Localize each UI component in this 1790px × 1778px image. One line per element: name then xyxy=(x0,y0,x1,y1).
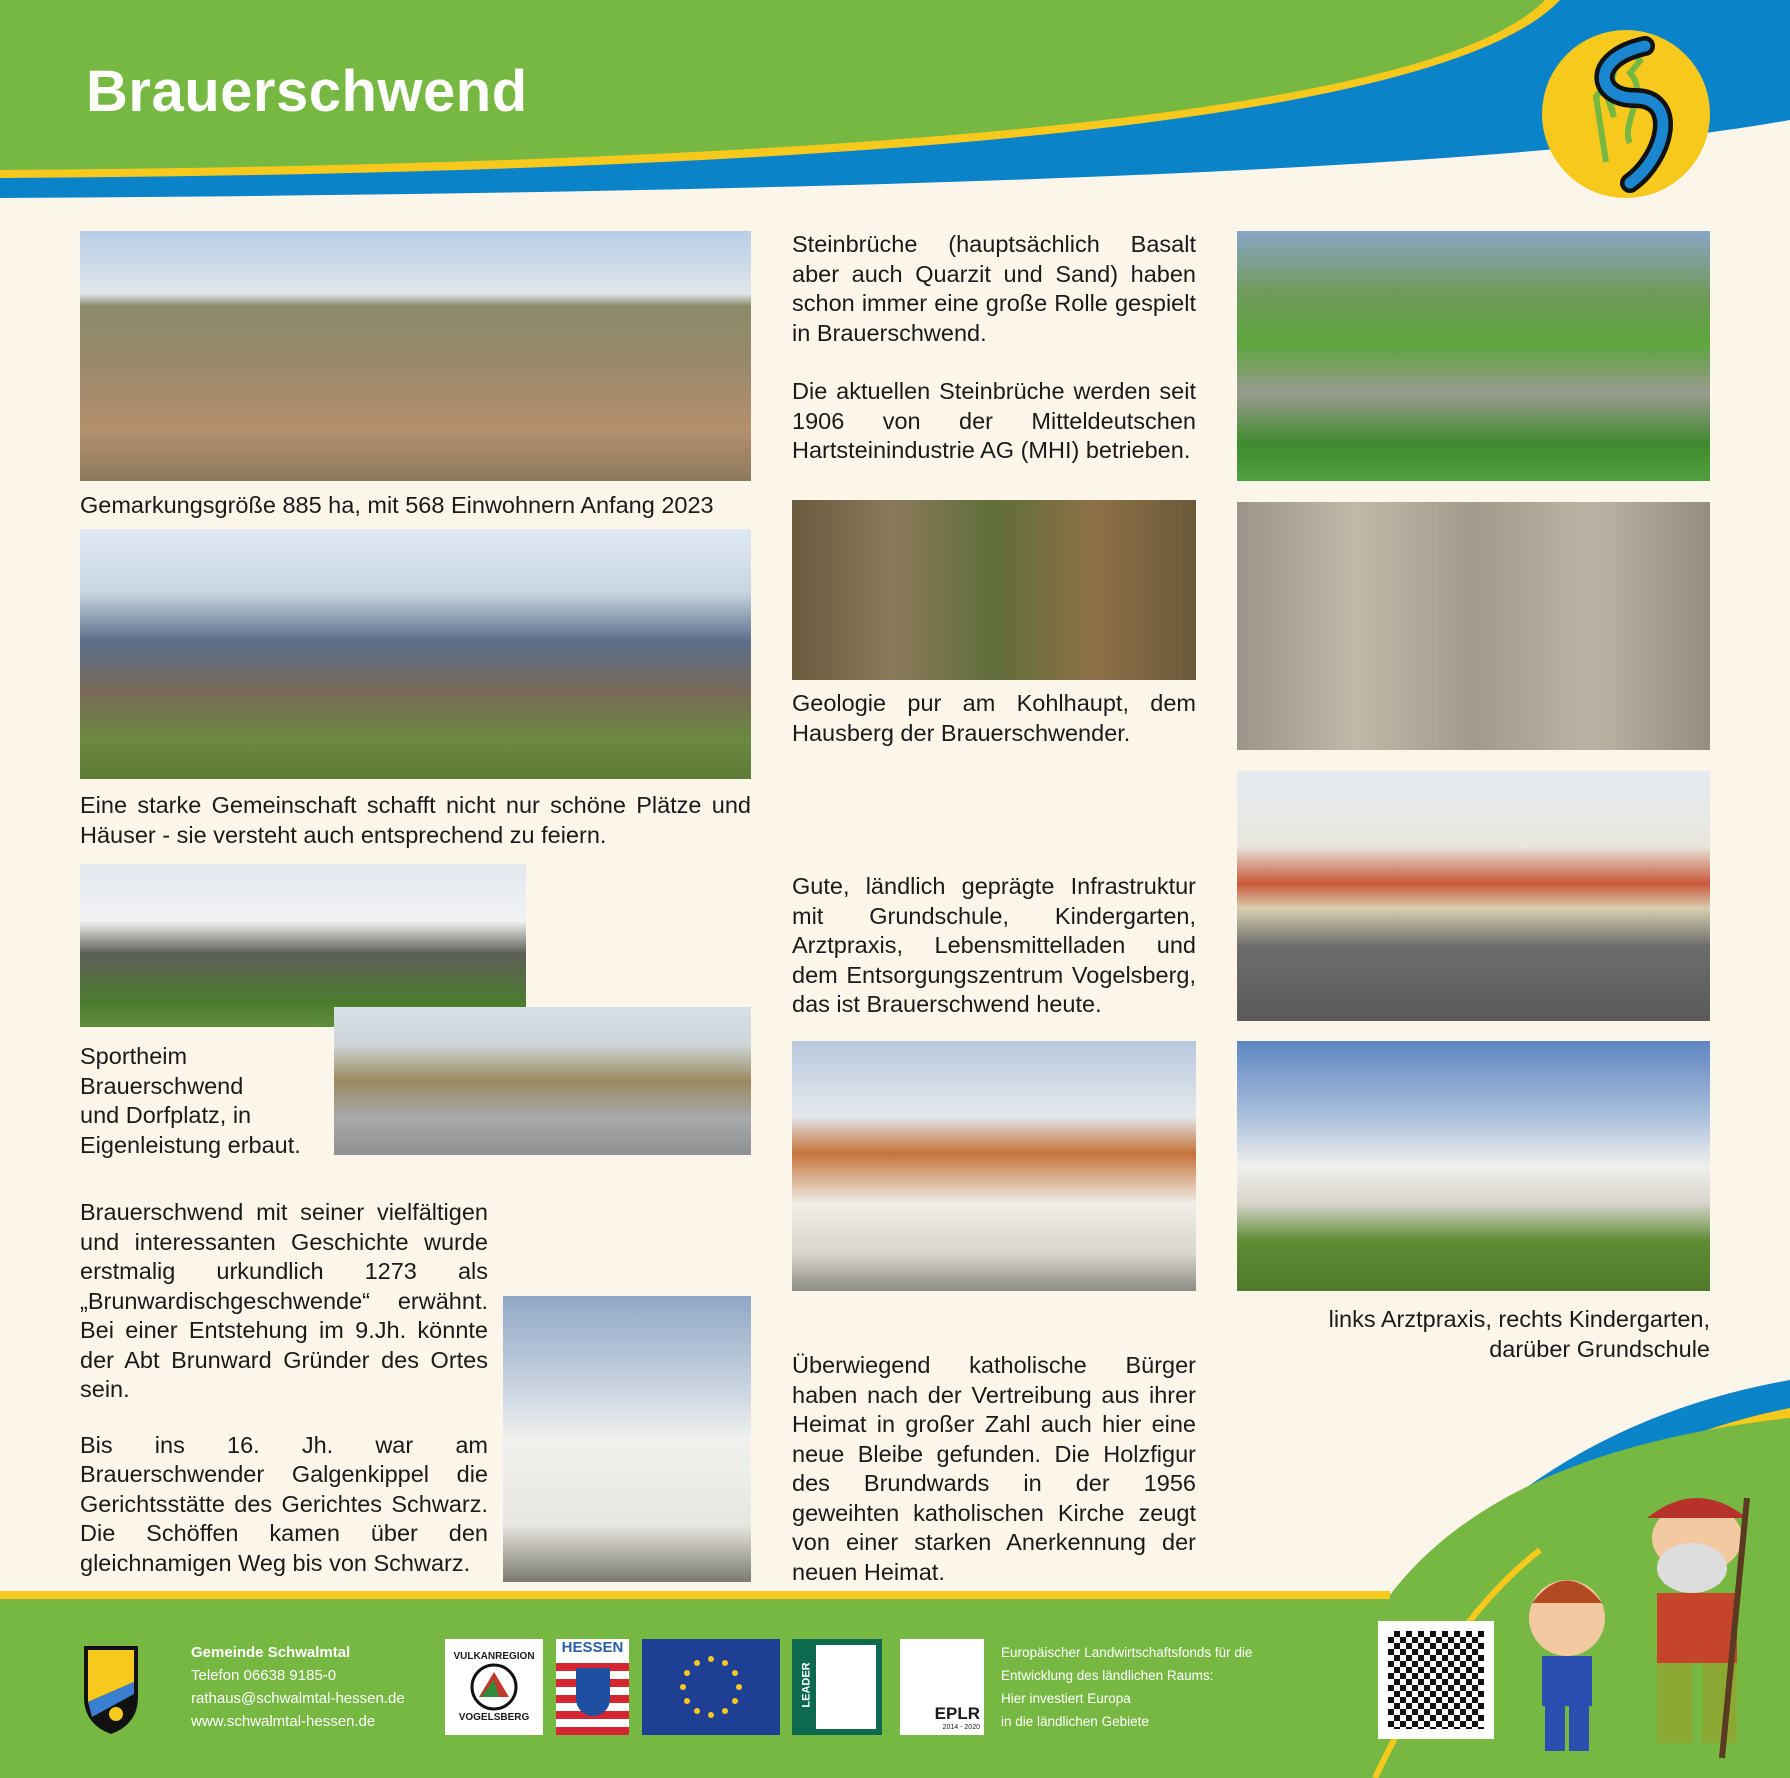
quarry-paragraph-2: Die aktuellen Steinbrüche werden seit 1906 von der Mitteldeutschen Hartsteinindustrie AG (MHI) betrieben. xyxy=(792,378,1196,463)
quarry-paragraph-1: Steinbrüche (hauptsächlich Basalt aber auch Quarzit und Sand) haben schon immer eine große Rolle gespielt in Brauerschwend. xyxy=(792,231,1196,346)
school-photo xyxy=(1237,771,1710,1021)
cartoon-characters-illustration xyxy=(1507,1478,1767,1768)
page-title: Brauerschwend xyxy=(86,59,528,124)
eu-stars-icon xyxy=(671,1647,751,1727)
logo-text: VULKANREGION xyxy=(453,1651,535,1662)
photo2-caption: Eine starke Gemeinschaft schafft nicht nur schöne Plätze und Häuser - sie versteht auch entsprechend zu feiern. xyxy=(80,792,751,848)
church-photo xyxy=(503,1296,751,1582)
catholic-text: Überwiegend katholische Bürger haben nach der Vertreibung aus ihrer Heimat in großer Zahl auch hier eine neue Bleibe gefunden. Die Holzfigur des Brundwards in der 1956 geweihten katholischen Kirche zeugt von einer starken Anerkennung der neuen Heimat. xyxy=(792,1352,1196,1585)
infrastructure-text: Gute, ländlich geprägte Infrastruktur mit Grundschule, Kindergarten, Arztpraxis, Lebensmittelladen und dem Entsorgungszentrum Vogelsberg, das ist Brauerschwend heute. xyxy=(792,873,1196,1017)
vulkanregion-logo xyxy=(445,1639,543,1735)
photo1-caption: Gemarkungsgröße 885 ha, mit 568 Einwohnern Anfang 2023 xyxy=(80,492,714,518)
history-text xyxy=(80,1198,488,1578)
eu-text-line: Europäischer Landwirtschaftsfonds für die xyxy=(1001,1645,1253,1660)
website-link[interactable]: www.schwalmtal-hessen.de xyxy=(191,1713,376,1730)
logo-text: EPLR xyxy=(934,1704,980,1723)
kohlhaupt-forest-photo xyxy=(792,500,1196,680)
aerial-village-photo xyxy=(80,231,751,481)
logo-text: VOGELSBERG xyxy=(458,1712,530,1723)
hessen-logo xyxy=(556,1639,629,1735)
kindergarten-photo xyxy=(1237,1041,1710,1291)
caption-line: und Dorfplatz, in xyxy=(80,1102,252,1128)
quarry-aerial-photo xyxy=(1237,231,1710,481)
eu-funding-text xyxy=(1001,1641,1252,1733)
qr-code[interactable] xyxy=(1378,1621,1494,1739)
hessen-lion-shield-icon xyxy=(576,1668,610,1716)
schwalmtal-crest-icon xyxy=(82,1642,140,1736)
email-link[interactable]: rathaus@schwalmtal-hessen.de xyxy=(191,1690,405,1707)
history-paragraph-2: Bis ins 16. Jh. war am Brauerschwender Galgenkippel die Gerichtsstätte des Gerichtes Schwarz. Die Schöffen kamen über den gleichnamigen Weg bis von Schwarz. xyxy=(80,1431,488,1576)
eu-text-line: in die ländlichen Gebiete xyxy=(1001,1714,1149,1729)
logo-text: 2014 - 2020 xyxy=(942,1724,980,1731)
volcano-icon xyxy=(469,1662,519,1712)
logo-text: HESSEN xyxy=(556,1639,629,1656)
caption-line: Brauerschwend xyxy=(80,1072,244,1099)
medical-practice-photo xyxy=(792,1041,1196,1291)
eu-text-line: Hier investiert Europa xyxy=(1001,1691,1131,1706)
sportheim-photo xyxy=(80,864,526,1027)
contact-block xyxy=(191,1641,405,1733)
quarry-text xyxy=(792,230,1196,466)
leader-plant-icon xyxy=(816,1645,876,1729)
eu-text-line: Entwicklung des ländlichen Raums: xyxy=(1001,1668,1214,1683)
caption-line: Eigenleistung erbaut. xyxy=(80,1131,301,1158)
geology-caption: Geologie pur am Kohlhaupt, dem Hausberg der Brauerschwender. xyxy=(792,690,1196,746)
dorfplatz-photo xyxy=(334,1007,751,1155)
basalt-rock-photo xyxy=(1237,502,1710,750)
leader-logo xyxy=(792,1639,882,1735)
eplr-logo xyxy=(900,1639,984,1735)
village-festival-photo xyxy=(80,529,751,779)
caption-line: Sportheim xyxy=(80,1043,188,1069)
eu-flag-logo xyxy=(642,1639,780,1735)
kindergarten-caption xyxy=(1237,1305,1710,1364)
history-paragraph-1: Brauerschwend mit seiner vielfältigen und interessanten Geschichte wurde erstmalig urkundlich 1273 als „Brunwardischgeschwende“ erwähnt. Bei einer Entstehung im 9.Jh. könnte der Abt Brunward Gründer des Ortes sein. xyxy=(80,1199,488,1402)
schwalmtal-s-logo-icon xyxy=(1540,28,1712,200)
org-name: Gemeinde Schwalmtal xyxy=(191,1644,351,1661)
phone-number: Telefon 06638 9185-0 xyxy=(191,1667,337,1684)
sport-caption xyxy=(80,1042,330,1160)
qr-code-icon xyxy=(1388,1631,1484,1729)
logo-text: LEADER xyxy=(800,1662,813,1708)
caption-line: links Arztpraxis, rechts Kindergarten, xyxy=(1328,1306,1710,1332)
caption-line: darüber Grundschule xyxy=(1489,1335,1710,1362)
